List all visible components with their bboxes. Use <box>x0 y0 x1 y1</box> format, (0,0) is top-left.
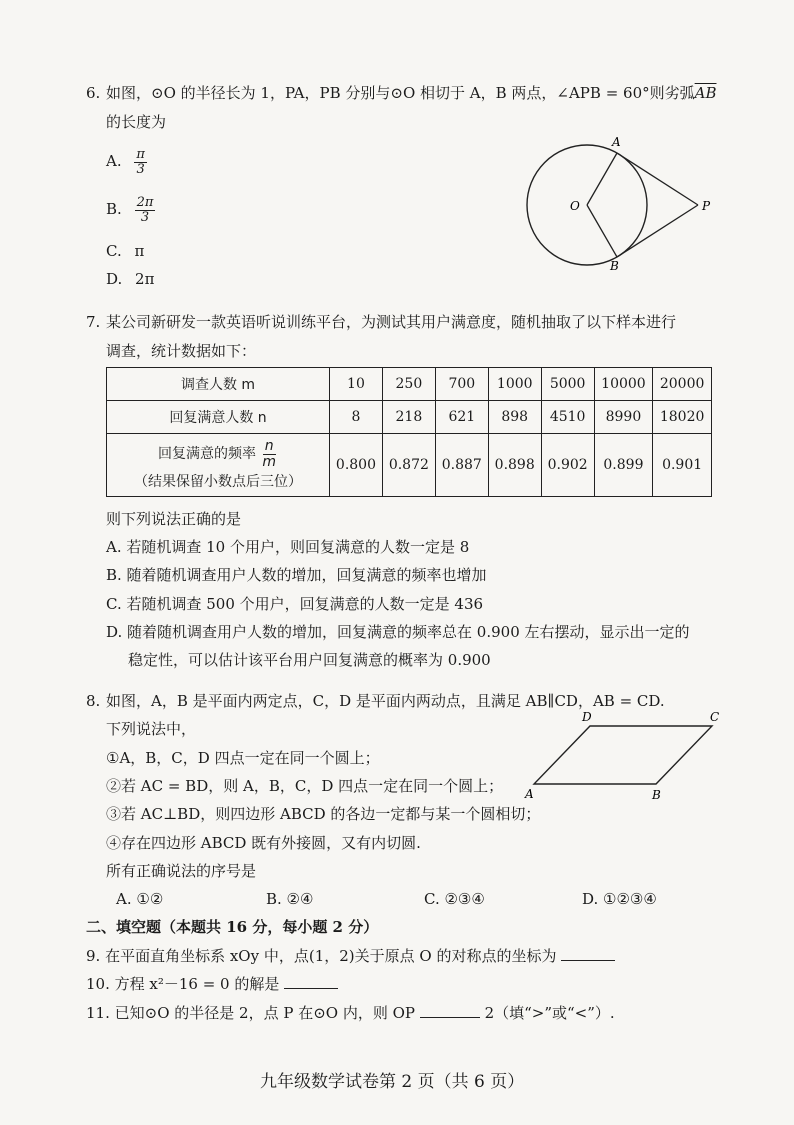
q6-tangent-pa <box>617 153 698 205</box>
q7-table-row-frequency <box>107 434 712 497</box>
q7-fraction-numerator: n <box>264 437 274 454</box>
q6-option-c-value: π <box>134 242 145 260</box>
q6-option-c-label: C. <box>106 242 122 260</box>
q6-option-b <box>106 196 155 224</box>
q7-number: 7. <box>86 313 101 331</box>
q6-stem-line1 <box>106 86 716 101</box>
q7-table-row-sample-size <box>107 368 712 401</box>
q8-parallelogram-figure <box>520 708 730 802</box>
q8-option-a: A. ①② <box>116 890 164 908</box>
q6-option-a-fraction <box>134 148 147 176</box>
q8-label-d: D <box>582 710 592 724</box>
q11-text-a: 11. 已知⊙O 的半径是 2，点 P 在⊙O 内，则 OP <box>86 1004 415 1022</box>
q7-table-cell: 10 <box>330 368 383 401</box>
q7-prompt: 则下列说法正确的是 <box>106 510 242 528</box>
q6-circle-tangent-figure <box>520 130 720 280</box>
q7-table-cell: 8 <box>330 401 383 434</box>
q10-text: 10. 方程 x²－16 = 0 的解是 <box>86 975 280 993</box>
q8-label-c: C <box>710 710 720 724</box>
q7-table-cell: 18020 <box>653 401 712 434</box>
q6-option-d-label: D. <box>106 270 123 288</box>
q7-table-row3-head <box>107 434 330 497</box>
q7-option-d: D. 随着随机调查用户人数的增加，回复满意的频率总在 0.900 左右摆动，显示出一定的 <box>106 623 690 641</box>
q6-option-d <box>106 272 154 287</box>
q7-table-cell: 0.898 <box>488 434 541 497</box>
q7-survey-table <box>106 367 712 497</box>
q8-option-b: B. ②④ <box>266 890 314 908</box>
q6-radius-oa <box>587 153 617 205</box>
q6-tangent-pb <box>617 205 698 257</box>
q7-table-cell: 0.872 <box>382 434 435 497</box>
q11-answer-blank <box>420 1005 480 1018</box>
q6-option-a <box>106 148 147 176</box>
q7-table-row1-head: 调查人数 m <box>107 368 330 401</box>
q6-stem-text: 如图，⊙O 的半径长为 1，PA，PB 分别与⊙O 相切于 A，B 两点，∠APB = 60°则劣弧 <box>106 84 695 102</box>
q7-option-d-continued: 稳定性，可以估计该平台用户回复满意的概率为 0.900 <box>128 651 491 669</box>
q6-option-b-numerator: 2π <box>136 195 154 210</box>
q9-text: 9. 在平面直角坐标系 xOy 中，点(1，2)关于原点 O 的对称点的坐标为 <box>86 947 557 965</box>
q6-stem-line2: 的长度为 <box>106 113 167 131</box>
q8-stem-line2: 下列说法中， <box>106 720 197 738</box>
q7-table-row2-head: 回复满意人数 n <box>107 401 330 434</box>
q7-table-cell: 5000 <box>541 368 594 401</box>
q7-frequency-note: （结果保留小数点后三位） <box>134 474 302 491</box>
q7-table-cell: 250 <box>382 368 435 401</box>
q9-answer-blank <box>561 948 615 961</box>
q8-statement-4: ④存在四边形 ABCD 既有外接圆，又有内切圆. <box>106 834 421 852</box>
q11 <box>86 1005 615 1021</box>
q7-table-cell: 1000 <box>488 368 541 401</box>
q6-arc-label: $\overline{AB}$ <box>694 84 717 102</box>
q8-label-a: A <box>525 787 534 801</box>
q8-parallelogram <box>534 726 712 784</box>
q7-table-cell: 0.887 <box>435 434 488 497</box>
q7-stem-line2: 调查，统计数据如下： <box>106 342 257 360</box>
q8-statement-1: ①A，B，C，D 四点一定在同一个圆上； <box>106 749 380 767</box>
q11-text-b: 2（填“>”或“<”）. <box>484 1004 615 1022</box>
q6-option-a-denominator: 3 <box>136 161 145 177</box>
q7-option-b: B. 随着随机调查用户人数的增加，回复满意的频率也增加 <box>106 566 487 584</box>
q9 <box>86 948 615 964</box>
q6-option-d-value: 2π <box>135 270 155 288</box>
q7-table-cell: 20000 <box>653 368 712 401</box>
q7-frequency-label: 回复满意的频率 <box>157 446 256 462</box>
q6-option-a-numerator: π <box>136 147 145 162</box>
q7-table-cell: 700 <box>435 368 488 401</box>
q6-option-b-fraction <box>135 196 156 224</box>
q6-label-p: P <box>702 199 711 213</box>
q7-table-cell: 0.800 <box>330 434 383 497</box>
q8-statement-3: ③若 AC⊥BD，则四边形 ABCD 的各边一定都与某一个圆相切； <box>106 805 541 823</box>
q7-fraction-denominator: m <box>262 453 277 470</box>
q7-table-cell: 0.902 <box>541 434 594 497</box>
q7-table-cell: 10000 <box>594 368 653 401</box>
q8-label-b: B <box>652 788 661 802</box>
q6-option-b-label: B. <box>106 200 122 219</box>
q6-radius-ob <box>587 205 617 257</box>
q6-label-o: O <box>570 199 580 213</box>
section-2-heading: 二、填空题（本题共 16 分，每小题 2 分） <box>86 918 379 936</box>
q7-option-c: C. 若随机调查 500 个用户，回复满意的人数一定是 436 <box>106 595 484 613</box>
q8-number: 8. <box>86 692 101 710</box>
q6-option-a-label: A. <box>106 152 122 171</box>
q7-table-cell: 0.899 <box>594 434 653 497</box>
q6-label-a: A <box>612 135 621 149</box>
q8-option-d: D. ①②③④ <box>582 890 657 908</box>
q8-prompt: 所有正确说法的序号是 <box>106 862 257 880</box>
q6-option-c <box>106 244 144 259</box>
q7-table-cell: 898 <box>488 401 541 434</box>
q10 <box>86 976 338 992</box>
page-footer: 九年级数学试卷第 2 页（共 6 页） <box>260 1072 525 1092</box>
q7-table-cell: 621 <box>435 401 488 434</box>
q7-table-cell: 218 <box>382 401 435 434</box>
q6-number: 6. <box>86 84 101 102</box>
q7-option-a: A. 若随机调查 10 个用户，则回复满意的人数一定是 8 <box>106 538 470 556</box>
q7-stem-line1: 某公司新研发一款英语听说训练平台，为测试其用户满意度，随机抽取了以下样本进行 <box>106 313 677 331</box>
q6-option-b-denominator: 3 <box>140 209 150 225</box>
q7-table-cell: 4510 <box>541 401 594 434</box>
q8-statement-2: ②若 AC = BD，则 A，B，C，D 四点一定在同一个圆上； <box>106 777 504 795</box>
q10-answer-blank <box>284 976 338 989</box>
q7-table-cell: 8990 <box>594 401 653 434</box>
q7-table-row-satisfied-count <box>107 401 712 434</box>
q6-label-b: B <box>610 259 619 273</box>
q7-frequency-fraction <box>260 439 278 469</box>
q8-stem-line1: 如图，A，B 是平面内两定点，C，D 是平面内两动点，且满足 AB∥CD，AB = CD. <box>106 692 665 710</box>
q7-table-cell: 0.901 <box>653 434 712 497</box>
q8-option-c: C. ②③④ <box>424 890 485 908</box>
